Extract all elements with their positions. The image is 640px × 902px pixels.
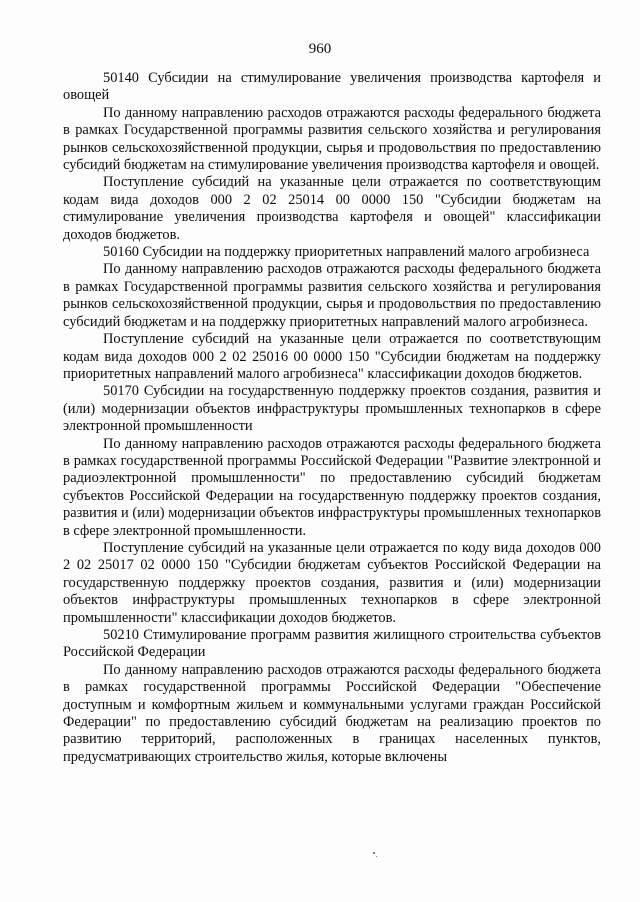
scan-speck: [373, 852, 375, 854]
paragraph-50160-expenses: По данному направлению расходов отражаются расходы федерального бюджета в рамках Государственной программы развития сельского хозяйства и регулирования рынков сельскохозяйственной продукции, сырья и продовольствия по предоставлению субсидий бюджетам и на поддержку приоритетных направлений малого агробизнеса.: [63, 261, 601, 330]
paragraph-50160-income: Поступление субсидий на указанные цели отражается по соответствующим кодам вида доходов 000 2 02 25016 00 0000 150 "Субсидии бюджетам на поддержку приоритетных направлений малого агробизнеса" классификации доходов бюджетов.: [63, 331, 601, 382]
paragraph-50140-expenses: По данному направлению расходов отражаются расходы федерального бюджета в рамках Государственной программы развития сельского хозяйства и регулирования рынков сельскохозяйственной продукции, сырья и продовольствия по предоставлению субсидий бюджетам на стимулирование увеличения производства картофеля и овощей.: [63, 104, 601, 174]
paragraph-50210-heading: 50210 Стимулирование программ развития жилищного строительства субъектов Российской Федерации: [63, 627, 601, 661]
paragraph-50170-heading: 50170 Субсидии на государственную поддержку проектов создания, развития и (или) модернизации объектов инфраструктуры промышленных технопарков в сфере электронной промышленности: [63, 383, 601, 435]
paragraph-50170-income: Поступление субсидий на указанные цели отражается по коду вида доходов 000 2 02 25017 02 0000 150 "Субсидии бюджетам субъектов Российской Федерации на государственную поддержку проектов создания, развития и (или) модернизации объектов инфраструктуры промышленных технопарков в сфере электронной промышленности" классификации доходов бюджетов.: [63, 539, 601, 626]
paragraph-50210-expenses: По данному направлению расходов отражаются расходы федерального бюджета в рамках государственной программы Российской Федерации "Обеспечение доступным и комфортным жильем и коммунальными услугами граждан Российской Федерации" по предоставлению субсидий бюджетам на реализацию проектов по развитию территорий, расположенных в границах населенных пунктов, предусматривающих строительство жилья, которые включены: [63, 661, 601, 765]
page-number: 960: [308, 41, 332, 57]
paragraph-50170-expenses: По данному направлению расходов отражаются расходы федерального бюджета в рамках государственной программы Российской Федерации "Развитие электронной и радиоэлектронной промышленности" по предоставлению субсидий бюджетам субъектов Российской Федерации на государственную поддержку проектов создания, развития и (или) модернизации объектов инфраструктуры промышленных технопарков в сфере электронной промышленности.: [63, 435, 601, 539]
document-body: [63, 70, 601, 766]
scan-speck: [376, 856, 377, 857]
paragraph-50140-income: Поступление субсидий на указанные цели отражается по соответствующим кодам вида доходов 000 2 02 25014 00 0000 150 "Субсидии бюджетам на стимулирование увеличения производства картофеля и овощей" классификации доходов бюджетов.: [63, 174, 601, 243]
paragraph-50160-heading: 50160 Субсидии на поддержку приоритетных направлений малого агробизнеса: [103, 244, 590, 261]
paragraph-50140-heading: 50140 Субсидии на стимулирование увеличения производства картофеля и овощей: [63, 70, 601, 104]
